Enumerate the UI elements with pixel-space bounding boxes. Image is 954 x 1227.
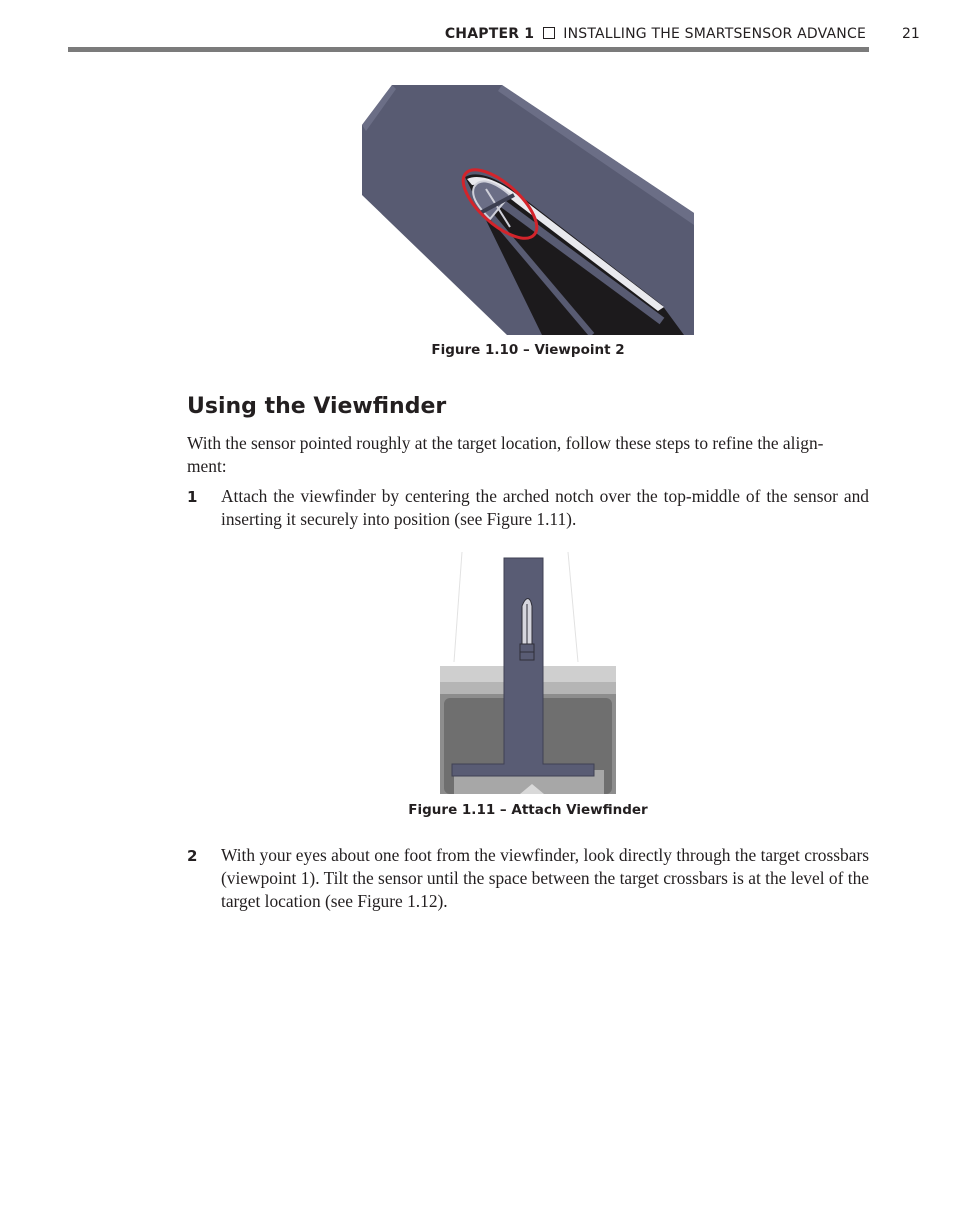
figure-viewpoint-2-image [362,85,694,335]
section-heading: Using the Viewfinder [187,394,447,419]
hollow-square-icon [543,27,555,39]
viewfinder-illustration [440,552,616,794]
step-1-number: 1 [187,488,198,506]
step-2-number: 2 [187,847,198,865]
chapter-title: INSTALLING THE SMARTSENSOR ADVANCE [563,26,866,42]
page-number: 21 [902,26,920,42]
figure-caption-1-11: Figure 1.11 – Attach Viewfinder [408,802,648,818]
step-2-text: With your eyes about one foot from the viewfinder, look directly through the target crossbars (viewpoint 1). Tilt the sensor until the space between the target crossbars is at the level of the target location (see Figure 1.12). [221,845,869,911]
figure-attach-viewfinder-image [440,552,616,794]
figure-caption-1-10: Figure 1.10 – Viewpoint 2 [431,342,625,358]
step-1-text: Attach the viewfinder by centering the arched notch over the top-middle of the sensor and inserting it securely into position (see Figure 1.11). [221,486,869,529]
intro-paragraph-line-1: With the sensor pointed roughly at the target location, follow these steps to refine the align- [187,433,824,453]
running-header [68,24,868,46]
header-rule [68,47,869,52]
intro-paragraph-line-2: ment: [187,456,227,476]
header-text [445,26,866,42]
chapter-label: CHAPTER 1 [444,26,535,42]
sensor-closeup-illustration [362,85,694,335]
